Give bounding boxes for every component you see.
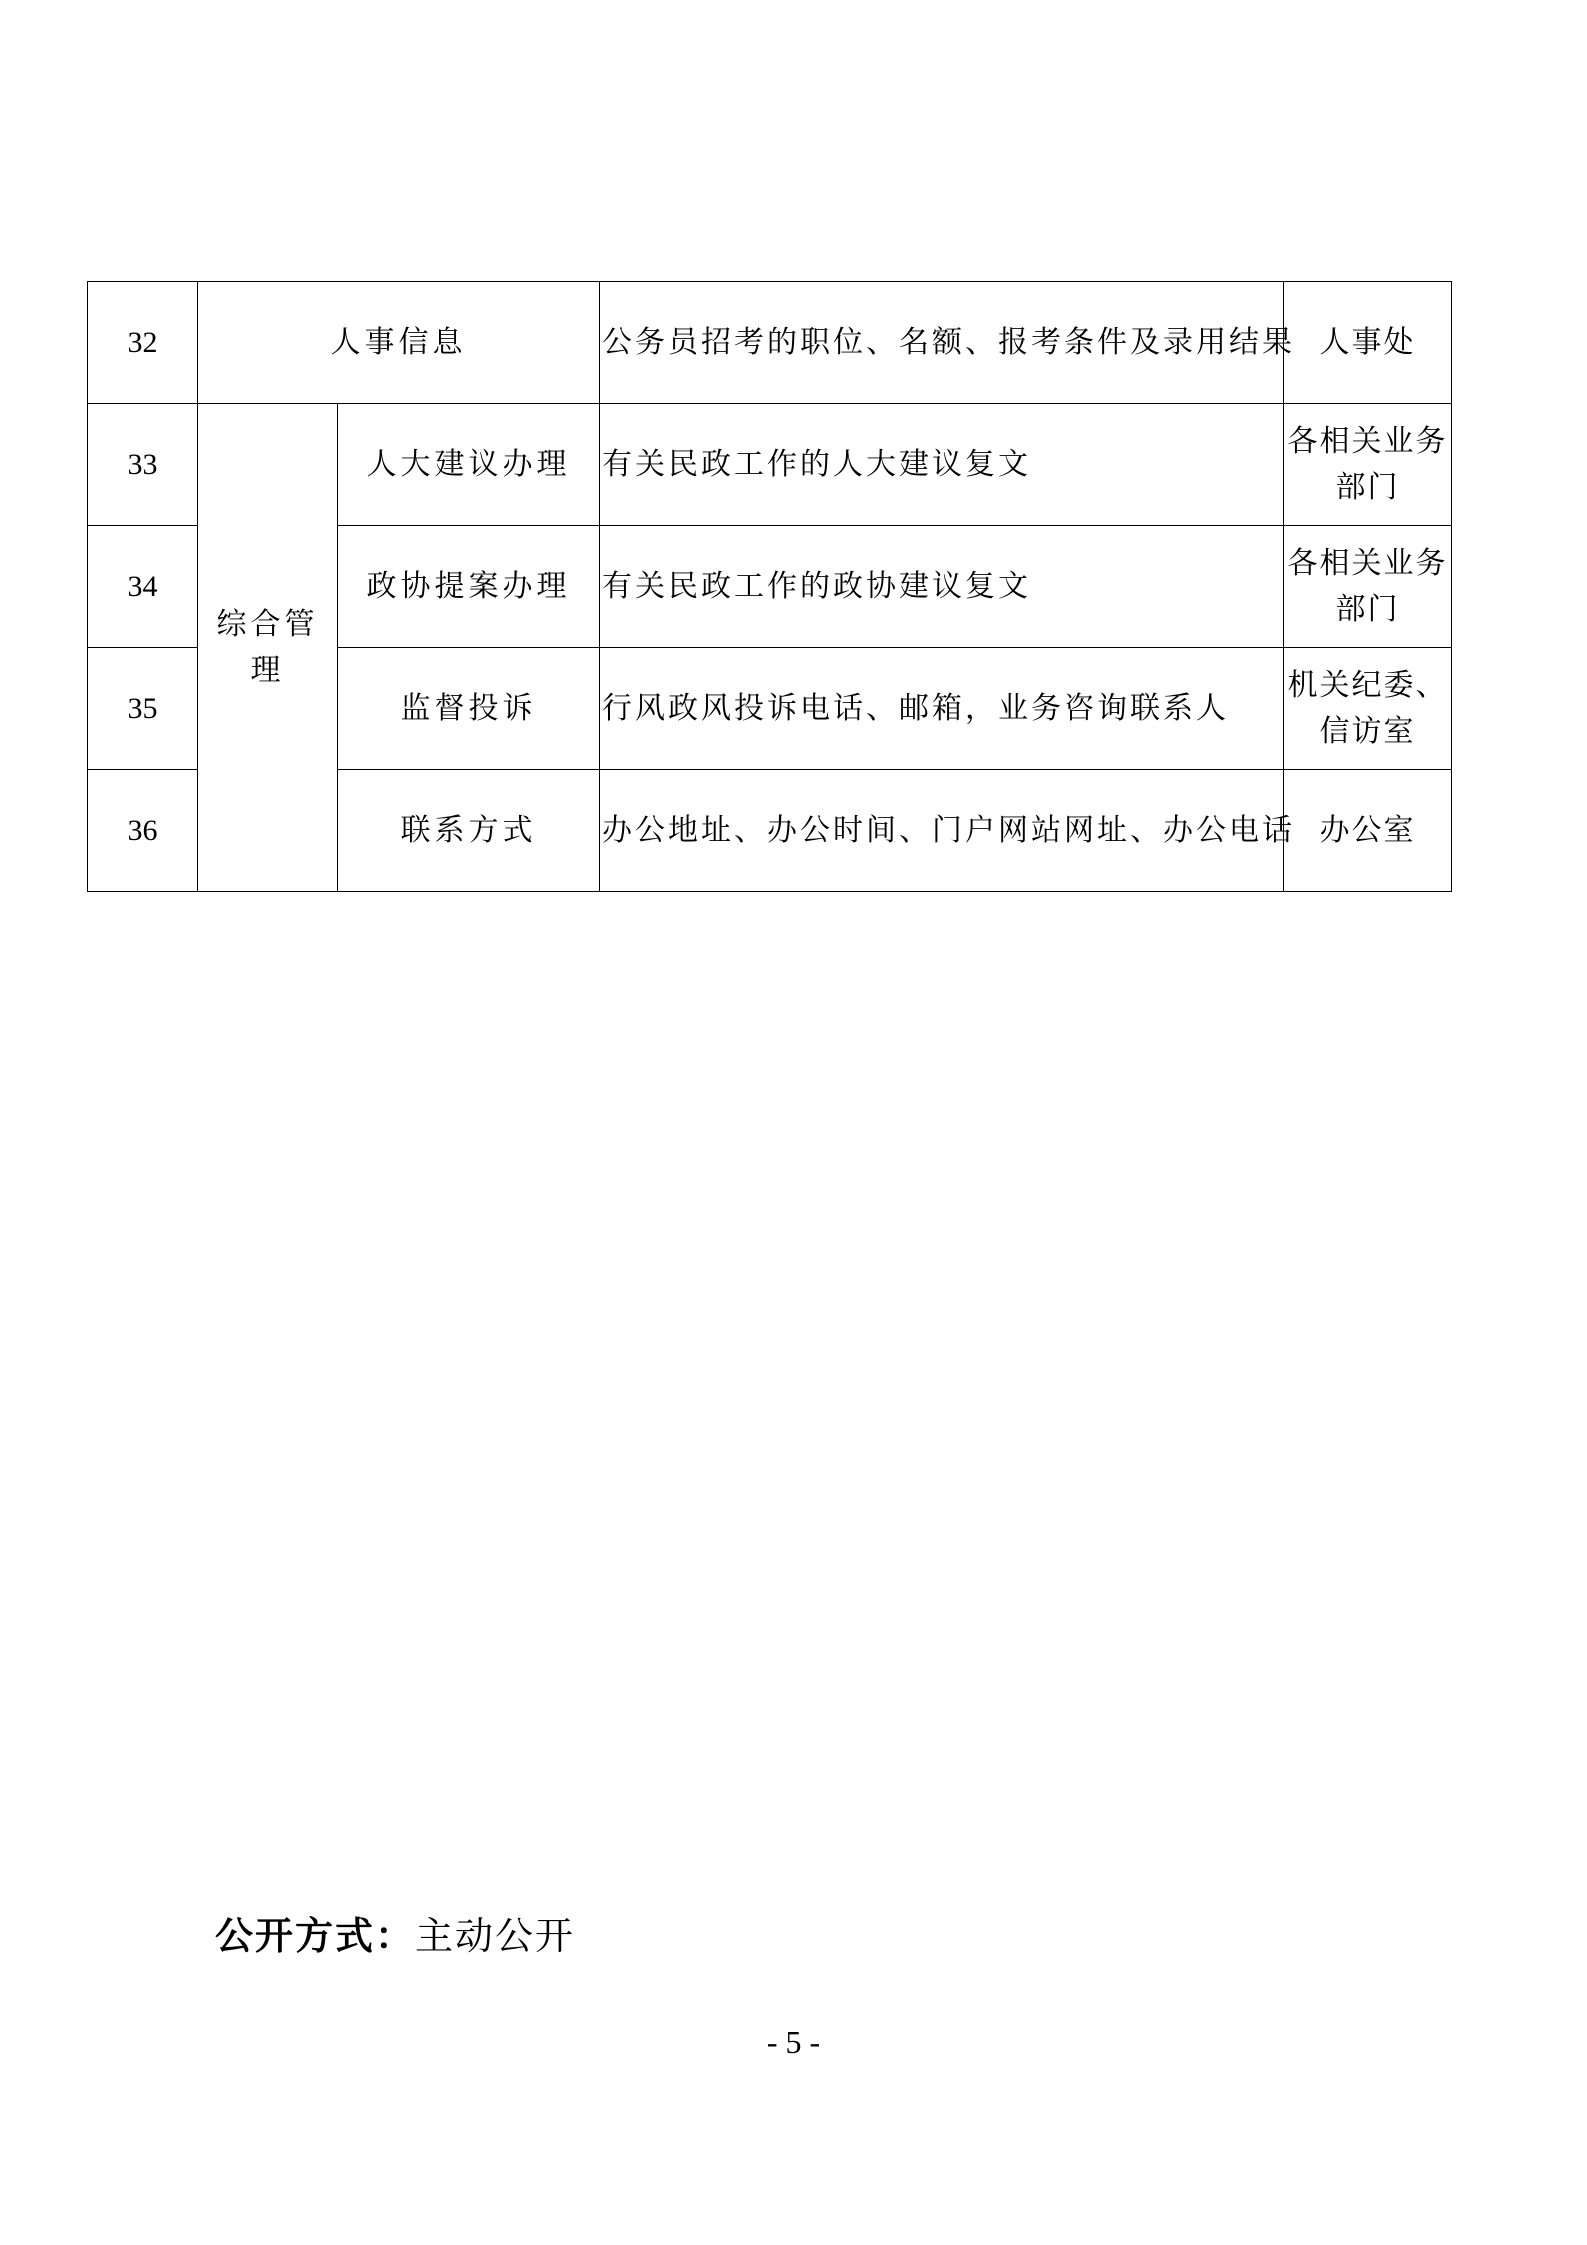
row-number: 35 [88, 648, 198, 770]
department-line: 机关纪委、 [1287, 667, 1448, 703]
content-cell: 有关民政工作的人大建议复文 [600, 404, 1284, 526]
disclosure-method-label: 公开方式： [215, 1914, 416, 1958]
department-cell [1284, 404, 1452, 526]
subcategory-cell: 政协提案办理 [338, 526, 600, 648]
merged-category-cell: 综合管理 [198, 404, 338, 892]
row-number: 33 [88, 404, 198, 526]
content-cell: 公务员招考的职位、名额、报考条件及录用结果 [600, 282, 1284, 404]
subcategory-cell: 监督投诉 [338, 648, 600, 770]
row-number: 34 [88, 526, 198, 648]
content-cell: 有关民政工作的政协建议复文 [600, 526, 1284, 648]
subcategory-cell: 联系方式 [338, 770, 600, 892]
department-line: 各相关业务 [1287, 545, 1448, 581]
subcategory-cell: 人大建议办理 [338, 404, 600, 526]
department-cell: 办公室 [1284, 770, 1452, 892]
category-cell: 人事信息 [198, 282, 600, 404]
disclosure-catalog-table [87, 281, 1452, 892]
department-line: 部门 [1335, 591, 1400, 627]
department-line: 信访室 [1319, 713, 1416, 749]
department-cell: 人事处 [1284, 282, 1452, 404]
disclosure-method-value: 主动公开 [415, 1914, 576, 1958]
row-number: 32 [88, 282, 198, 404]
row-number: 36 [88, 770, 198, 892]
department-cell [1284, 526, 1452, 648]
table-row [88, 282, 1452, 404]
department-cell [1284, 648, 1452, 770]
department-line: 各相关业务 [1287, 423, 1448, 459]
table-row [88, 404, 1452, 526]
content-cell: 行风政风投诉电话、邮箱，业务咨询联系人 [600, 648, 1284, 770]
disclosure-method [215, 1905, 575, 1960]
page-number: - 5 - [766, 2024, 821, 2060]
department-line: 部门 [1335, 469, 1400, 505]
content-cell: 办公地址、办公时间、门户网站网址、办公电话 [600, 770, 1284, 892]
